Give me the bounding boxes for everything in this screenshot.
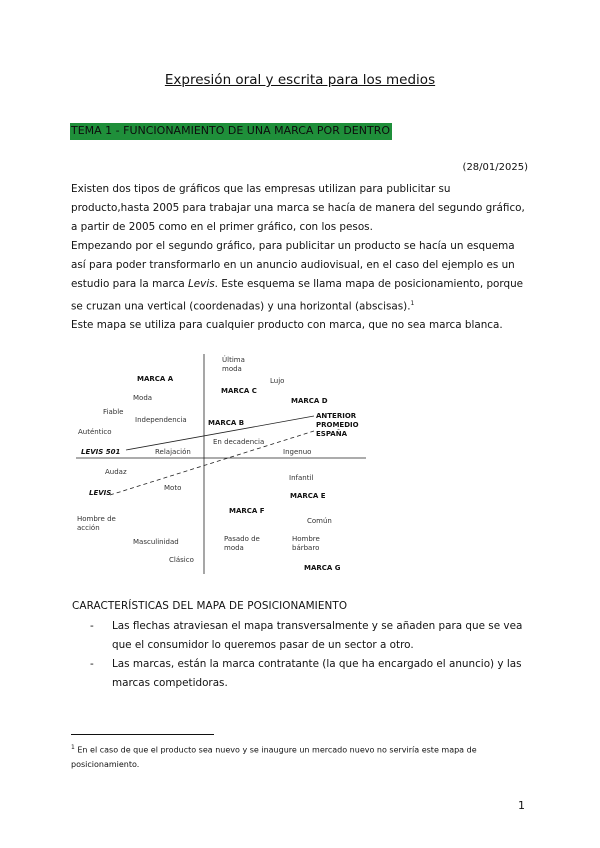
label-marca-c: MARCA C bbox=[221, 387, 257, 395]
label-independencia: Independencia bbox=[135, 416, 187, 424]
label-marca-g: MARCA G bbox=[304, 564, 341, 572]
label-lujo: Lujo bbox=[270, 377, 285, 385]
characteristics-list bbox=[90, 617, 535, 693]
label-masculinidad: Masculinidad bbox=[133, 538, 179, 546]
arrow-line-lower bbox=[110, 431, 314, 495]
label-en-decadencia: En decadencia bbox=[213, 438, 265, 446]
label-ingenuo: Ingenuo bbox=[283, 448, 312, 456]
paragraph-2-start: Empezando por el segundo gráfico, para publicitar un producto se hacía un esquema así para poder transformarlo en un anuncio audiovisual, en el caso del ejemplo es un estudio para la marca bbox=[71, 240, 515, 290]
footnote-number: 1 bbox=[71, 744, 75, 751]
footnote-separator bbox=[71, 734, 214, 735]
label-infantil: Infantil bbox=[289, 474, 314, 482]
label-marca-d: MARCA D bbox=[291, 397, 328, 405]
paragraph-1: Existen dos tipos de gráficos que las empresas utilizan para publicitar su producto,hasta 2005 para trabajar una marca se hacía de manera del segundo gráfico, a partir de 2005 como en el primer gráfico, con los pesos. bbox=[71, 183, 525, 233]
label-levis-501: LEVIS 501 bbox=[81, 448, 121, 456]
bullet-dash: - bbox=[90, 658, 94, 670]
label-fiable: Fiable bbox=[103, 408, 124, 416]
label-marca-b: MARCA B bbox=[208, 419, 245, 427]
label-autentico: Auténtico bbox=[78, 428, 112, 436]
characteristics-heading: CARACTERÍSTICAS DEL MAPA DE POSICIONAMIENTO bbox=[72, 600, 348, 612]
footnote bbox=[71, 741, 531, 772]
document-title: Expresión oral y escrita para los medios bbox=[164, 72, 436, 88]
list-item: - Las marcas, están la marca contratante (la que ha encargado el anuncio) y las marcas competidoras. bbox=[90, 655, 535, 693]
label-hombre-de-accion: Hombre de acción bbox=[77, 515, 116, 532]
page-number: 1 bbox=[518, 799, 525, 812]
label-marca-e: MARCA E bbox=[290, 492, 326, 500]
label-hombre-barbaro: Hombre bárbaro bbox=[292, 535, 320, 552]
list-item: - Las flechas atraviesan el mapa transversalmente y se añaden para que se vea que el consumidor lo queremos pasar de un sector a otro. bbox=[90, 617, 535, 655]
footnote-reference: 1 bbox=[410, 300, 415, 307]
footnote-text: En el caso de que el producto sea nuevo y se inaugure un mercado nuevo no serviría este mapa de posicionamiento. bbox=[71, 745, 477, 769]
label-levis: LEVIS bbox=[89, 489, 112, 497]
section-heading: TEMA 1 - FUNCIONAMIENTO DE UNA MARCA POR DENTRO bbox=[70, 123, 392, 140]
label-audaz: Audaz bbox=[105, 468, 127, 476]
label-comun: Común bbox=[307, 517, 332, 525]
label-moda: Moda bbox=[133, 394, 153, 402]
label-moto: Moto bbox=[164, 484, 182, 492]
positioning-map bbox=[76, 352, 376, 582]
body-text bbox=[71, 180, 531, 335]
label-marca-f: MARCA F bbox=[229, 507, 265, 515]
paragraph-3: Este mapa se utiliza para cualquier producto con marca, que no sea marca blanca. bbox=[71, 319, 503, 332]
paragraph-2 bbox=[71, 237, 531, 316]
label-anterior-promedio-espana: ANTERIOR PROMEDIO ESPAÑA bbox=[316, 412, 359, 438]
label-ultima-moda: Última moda bbox=[222, 356, 245, 373]
paragraph-2-end: . Este esquema se llama mapa de posicionamiento, porque se cruzan una vertical (coordenadas) y una horizontal (abscisas). bbox=[71, 278, 524, 313]
bullet-dash: - bbox=[90, 620, 94, 632]
label-relajacion: Relajación bbox=[155, 448, 191, 456]
label-marca-a: MARCA A bbox=[137, 375, 174, 383]
label-pasado-de-moda: Pasado de moda bbox=[224, 535, 260, 552]
brand-levis: Levis bbox=[188, 278, 215, 290]
label-clasico: Clásico bbox=[169, 556, 194, 564]
document-date: (28/01/2025) bbox=[462, 162, 528, 173]
